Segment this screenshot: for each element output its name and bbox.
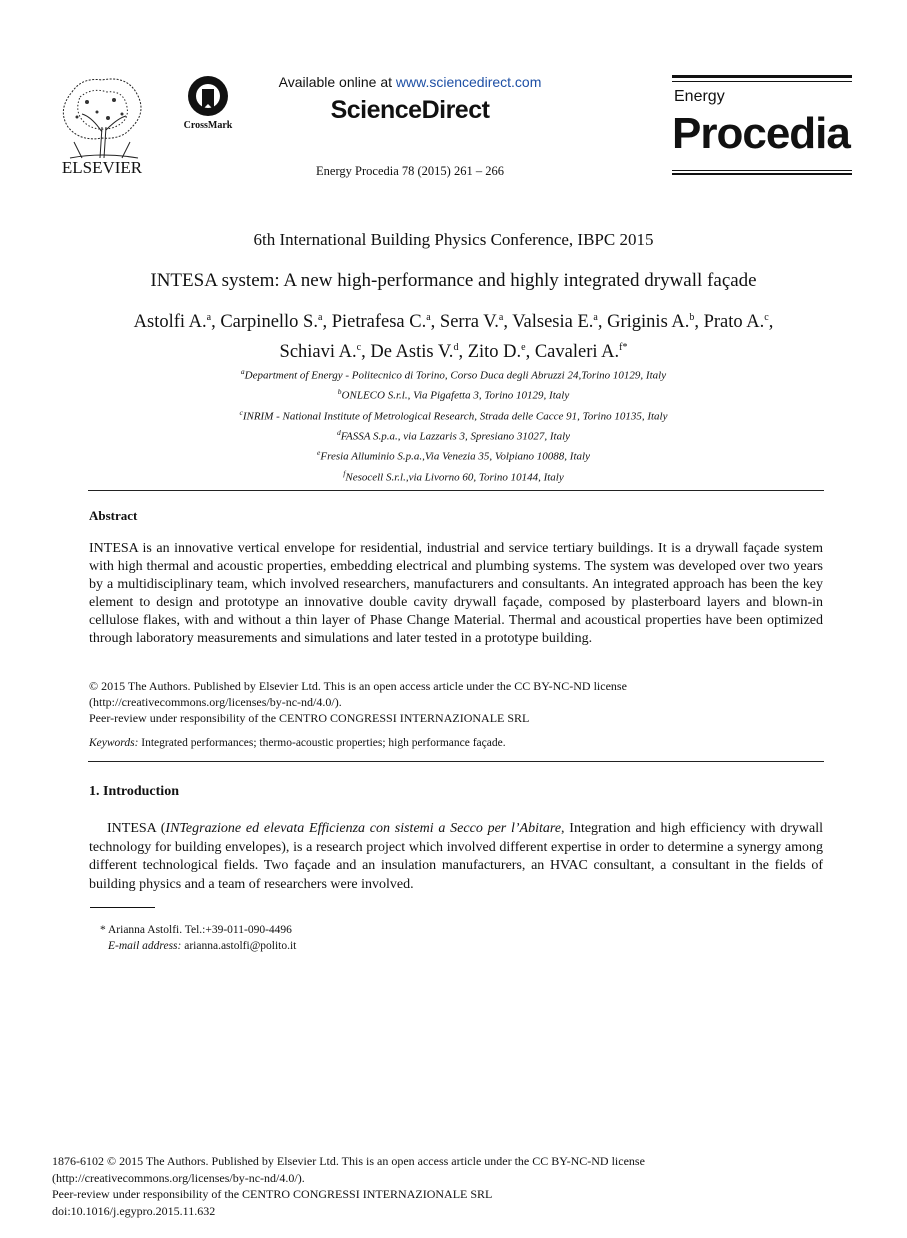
affiliation <box>60 445 847 465</box>
author-name: Schiavi A. <box>279 342 357 363</box>
intro-lead: INTESA ( <box>107 821 166 836</box>
affiliation-list <box>60 364 847 486</box>
intro-rest: , Integration and high efficiency with drywall technology for building envelopes), is a research project which involved different expertise in order to determine a synergy among different technological fields. Two façade and an insulation manufacturers, an HVAC consultant, a consultant in the fields of building physics and a team of researchers were involved. <box>89 821 823 892</box>
footer-peer-review: Peer-review under responsibility of the CENTRO CONGRESSI INTERNAZIONALE SRL <box>52 1187 493 1201</box>
affiliation-key: f <box>343 468 346 478</box>
crossmark-label: CrossMark <box>183 120 233 131</box>
author-affiliation-mark: b <box>689 312 695 323</box>
peer-review-line: Peer-review under responsibility of the CENTRO CONGRESSI INTERNAZIONALE SRL <box>89 711 530 725</box>
keywords-text: Integrated performances; thermo-acoustic properties; high performance façade. <box>138 737 506 749</box>
crossmark-badge[interactable] <box>180 74 236 132</box>
affiliation-text: ONLECO S.r.l., Via Pigafetta 3, Torino 10129, Italy <box>341 390 570 403</box>
introduction-body <box>89 820 823 894</box>
keywords <box>89 737 823 749</box>
author <box>535 342 628 362</box>
author-name: Serra V. <box>439 312 499 333</box>
author-name: Cavaleri A. <box>534 342 620 363</box>
affiliation <box>60 405 847 425</box>
author <box>704 312 769 332</box>
journal-citation: Energy Procedia 78 (2015) 261 – 266 <box>316 164 504 178</box>
affiliation <box>60 364 847 384</box>
elsevier-tree-icon <box>52 72 152 177</box>
energy-procedia-logo <box>672 75 852 175</box>
author-affiliation-mark: f* <box>619 342 628 354</box>
author-affiliation-mark: c <box>764 312 769 323</box>
author-list: Astolfi A.$^a$, Carpinello S.$^a$, Pietrafesa C.$^a$, Serra V.$^a$, Valsesia E.$^a$, Griginis A.$^b$, Prato A.$^c$, Schiavi A.$^c$, De Astis V.$^d$, Zito D.$^e$, Cavaleri A.$^{f*}$ <box>133 312 774 363</box>
affiliation-key: e <box>317 448 321 458</box>
author <box>134 312 211 332</box>
author <box>512 312 598 332</box>
page-footer <box>52 1153 852 1219</box>
author-name: Valsesia E. <box>512 312 594 333</box>
author <box>280 342 362 362</box>
copyright-line: © 2015 The Authors. Published by Elsevier Ltd. This is an open access article under the CC BY-NC-ND license <box>89 679 627 693</box>
author-affiliation-mark: a <box>593 312 598 323</box>
divider-top <box>88 490 824 491</box>
conference-name: 6th International Building Physics Conference, IBPC 2015 <box>253 230 654 249</box>
author <box>370 342 458 362</box>
logo-rule-top <box>672 75 852 78</box>
author <box>220 312 322 332</box>
sciencedirect-title: ScienceDirect <box>330 96 490 124</box>
footer-issn-line: 1876-6102 © 2015 The Authors. Published by Elsevier Ltd. This is an open access article under the CC BY-NC-ND license <box>52 1154 645 1168</box>
crossmark-icon <box>180 74 236 132</box>
footnote-tel: * Arianna Astolfi. Tel.:+39-011-090-4496 <box>100 924 292 936</box>
author-name: Carpinello S. <box>220 312 318 333</box>
author-affiliation-mark: a <box>498 312 504 323</box>
affiliation <box>60 384 847 404</box>
affiliation-text: Fresia Alluminio S.p.a.,Via Venezia 35, Volpiano 10088, Italy <box>320 451 590 464</box>
author-affiliation-mark: a <box>206 312 212 323</box>
sciencedirect-link[interactable]: www.sciencedirect.com <box>395 74 542 90</box>
footnote-email-label: E-mail address: <box>108 940 182 952</box>
intro-italic: INTegrazione ed elevata Efficienza con sistemi a Secco per l’Abitare <box>165 821 562 836</box>
copyright-notice <box>89 678 823 726</box>
author-name: De Astis V. <box>370 342 454 363</box>
author-affiliation-mark: a <box>426 312 431 323</box>
footnote-email[interactable]: arianna.astolfi@polito.it <box>181 940 297 952</box>
affiliation-key: d <box>336 428 341 438</box>
affiliation-text: Department of Energy - Politecnico di Torino, Corso Duca degli Abruzzi 24,Torino 10129, Italy <box>244 369 667 382</box>
affiliation-key: b <box>337 387 342 397</box>
affiliation-text: FASSA S.p.a., via Lazzaris 3, Spresiano 31027, Italy <box>340 430 571 443</box>
journal-big-name: Procedia <box>672 109 850 158</box>
affiliation <box>60 425 847 445</box>
footnote-rule <box>90 907 155 908</box>
logo-rule-bottom <box>672 173 852 175</box>
corresponding-author-footnote <box>100 922 700 954</box>
elsevier-label: ELSEVIER <box>61 158 143 177</box>
author <box>468 342 526 362</box>
keywords-label: Keywords: <box>89 737 139 749</box>
logo-rule-bottom-thin <box>672 170 852 171</box>
affiliation-text: Nesocell S.r.l.,via Livorno 60, Torino 10144, Italy <box>345 471 564 484</box>
author <box>440 312 503 332</box>
author <box>332 312 431 332</box>
author-affiliation-mark: d <box>453 342 459 354</box>
logo-rule-top-thin <box>672 81 852 82</box>
abstract-heading: Abstract <box>89 508 138 523</box>
author-affiliation-mark: c <box>356 342 362 354</box>
elsevier-logo <box>52 72 152 177</box>
paper-title: INTESA system: A new high-performance and highly integrated drywall façade <box>150 270 757 291</box>
footer-doi[interactable]: doi:10.1016/j.egypro.2015.11.632 <box>52 1203 216 1218</box>
author-name: Pietrafesa C. <box>331 312 427 333</box>
affiliation-text: INRIM - National Institute of Metrological Research, Strada delle Cacce 91, Torino 10135, Italy <box>242 410 668 423</box>
footer-license-link[interactable]: (http://creativecommons.org/licenses/by-nc-nd/4.0/). <box>52 1170 305 1185</box>
author-name: Prato A. <box>703 312 765 333</box>
author-name: Zito D. <box>467 342 522 363</box>
license-link[interactable]: (http://creativecommons.org/licenses/by-nc-nd/4.0/). <box>89 695 342 709</box>
abstract-body: INTESA is an innovative vertical envelope for residential, industrial and service tertiary buildings. It is a drywall façade system with high thermal and acoustic properties, embedding electrical and plumbing systems. The system was developed over two years by a multidisciplinary team, which involved researchers, manufacturers and consultants. An integrated approach has been the key element to design and prototype an innovative double cavity drywall façade, composed by plasterboard layers and blown-in cellulose flakes, with and without a thin layer of Phase Change Material. Thermal and acoustical properties have been optimized through laboratory measurements and simulations and later tested in a prototype building. <box>89 541 823 647</box>
author-name: Griginis A. <box>607 312 690 333</box>
introduction-heading: 1. Introduction <box>89 784 179 799</box>
available-online <box>230 74 590 90</box>
affiliation <box>60 466 847 486</box>
affiliation-key: c <box>239 407 243 417</box>
divider-bottom <box>88 761 824 762</box>
author <box>607 312 694 332</box>
affiliation-key: a <box>240 367 245 376</box>
journal-small-name: Energy <box>674 88 725 105</box>
available-prefix: Available online at <box>278 74 396 90</box>
author-affiliation-mark: e <box>521 342 526 354</box>
author-name: Astolfi A. <box>133 312 207 333</box>
author-affiliation-mark: a <box>317 312 323 323</box>
